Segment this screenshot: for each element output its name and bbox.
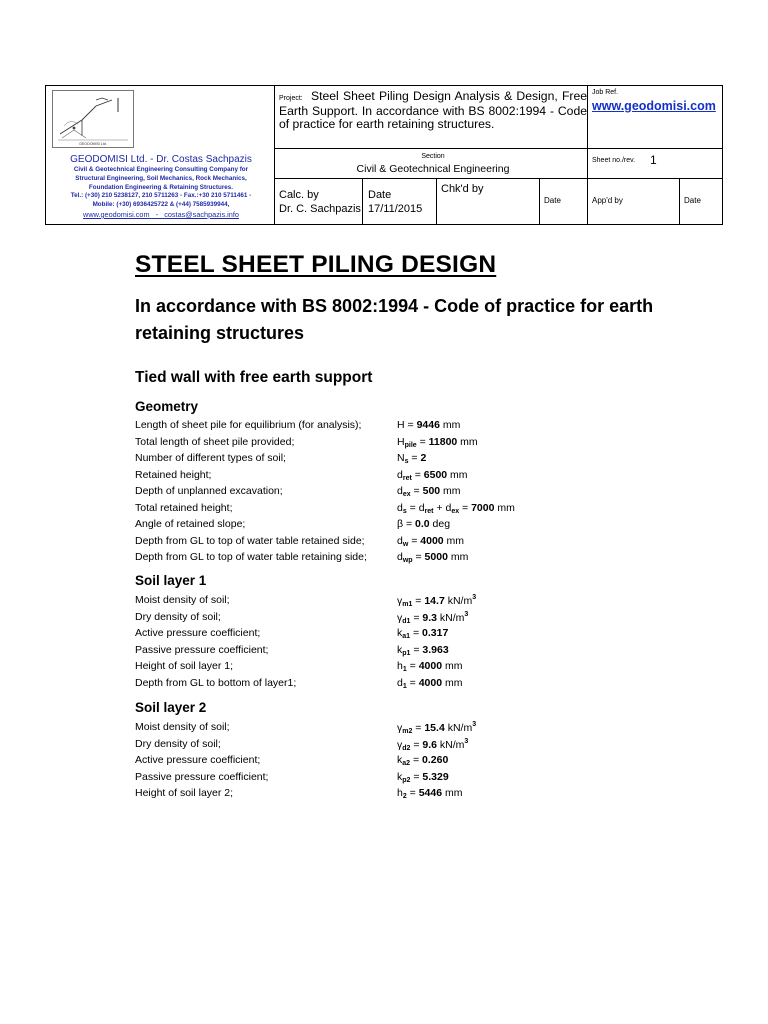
param-label: Depth of unplanned excavation; (135, 485, 283, 497)
param-symbol: k (397, 643, 403, 656)
param-label: Depth from GL to bottom of layer1; (135, 676, 297, 689)
soil-layer-1-heading: Soil layer 1 (135, 573, 207, 588)
param-value (397, 594, 476, 608)
param-number: 14.7 (424, 595, 445, 607)
param-value (397, 644, 449, 657)
job-ref-link[interactable]: www.geodomisi.com (592, 99, 716, 113)
param-number: 2 (420, 452, 427, 464)
param-number: 11800 (428, 435, 458, 448)
param-operator: = (410, 611, 423, 624)
param-row (135, 485, 655, 501)
company-line-5: Mobile: (+30) 6936425722 & (+44) 7585939944, (92, 201, 230, 209)
param-row (135, 436, 655, 452)
param-number: 0.260 (422, 754, 449, 766)
param-value (397, 721, 476, 735)
param-subscript: a2 (402, 760, 411, 767)
param-value (397, 551, 468, 564)
company-line-4: Tel.: (+30) 210 5238127, 210 5711263 - Fax.:+30 210 5711461 - (70, 192, 252, 200)
company-details (50, 153, 272, 220)
param-value (397, 452, 426, 465)
param-symbol: d (397, 501, 403, 514)
param-symbol: d (397, 485, 403, 497)
param-row (135, 518, 655, 534)
param-operator: = (406, 676, 419, 689)
param-value (397, 518, 450, 530)
param-number: 4000 (418, 660, 443, 672)
company-website-link[interactable]: www.geodomisi.com (83, 209, 150, 219)
param-symbol: H (397, 435, 405, 448)
param-symbol: d (397, 534, 403, 547)
section-label: Section (421, 153, 445, 160)
param-subscript: d2 (402, 744, 411, 752)
param-subscript: s (402, 507, 407, 515)
checked-date-label: Date (544, 196, 561, 205)
company-block (46, 86, 274, 224)
sheet-label: Sheet no./rev. (592, 157, 636, 164)
param-row (135, 677, 655, 693)
param-symbol: k (397, 754, 403, 766)
param-row (135, 535, 655, 551)
param-value (397, 485, 461, 498)
param-unit: kN/m (444, 595, 473, 607)
param-row (135, 721, 655, 737)
company-email-link[interactable]: costas@sachpazis.info (164, 209, 239, 219)
param-symbol: N (397, 452, 405, 464)
param-subscript: m2 (402, 728, 413, 735)
param-number: 5446 (418, 787, 443, 799)
param-number: 9.3 (422, 611, 437, 624)
param-number: 9446 (416, 419, 440, 431)
param-operator: = (412, 722, 425, 734)
param-subscript: pile (404, 441, 417, 449)
param-symbol: d (397, 676, 403, 689)
param-subscript: ex (451, 507, 460, 515)
param-label: Active pressure coefficient; (135, 754, 261, 766)
param-unit: mm (447, 468, 468, 481)
param-operator: = (406, 787, 419, 799)
case-heading: Tied wall with free earth support (135, 369, 373, 386)
calc-sheet-header (45, 85, 723, 225)
param-row (135, 551, 655, 567)
param-row (135, 611, 655, 627)
param-number: 4000 (420, 534, 444, 547)
param-row (135, 419, 655, 435)
param-symbol: d (397, 551, 403, 563)
param-number: 7000 (471, 501, 495, 514)
param-value (397, 436, 478, 449)
param-row (135, 469, 655, 485)
param-unit: mm (457, 435, 478, 448)
param-operator: = (410, 754, 423, 766)
param-label: Passive pressure coefficient; (135, 770, 269, 783)
param-symbol: H (397, 419, 405, 431)
param-number: 0.317 (422, 627, 449, 639)
param-unit: kN/m (437, 738, 465, 751)
param-operator: = (410, 627, 423, 639)
calc-by-value: Dr. C. Sachpazis (279, 203, 361, 215)
param-value (397, 502, 515, 515)
project-label: Project: (279, 95, 303, 102)
param-number: 500 (422, 485, 441, 497)
param-subscript: 1 (402, 682, 407, 690)
param-value (397, 660, 463, 673)
param-symbol: β (397, 518, 404, 530)
param-label: Height of soil layer 1; (135, 660, 234, 672)
calc-by-label: Calc. by (279, 189, 319, 201)
param-operator: = (406, 660, 419, 672)
param-symbol: k (397, 627, 403, 639)
param-label: Retained height; (135, 468, 212, 481)
param-unit: kN/m (437, 611, 465, 624)
param-operator: = (412, 595, 425, 607)
param-label: Dry density of soil; (135, 610, 221, 623)
param-operator: = (412, 551, 425, 563)
param-unit: mm (494, 501, 515, 514)
soil-layer-2-heading: Soil layer 2 (135, 700, 207, 715)
param-unit: mm (442, 676, 463, 689)
param-value (397, 787, 463, 800)
company-line-3: Foundation Engineering & Retaining Structures. (88, 183, 234, 191)
param-value (397, 419, 460, 431)
param-row (135, 452, 655, 468)
param-number: 5.329 (422, 770, 449, 783)
geometry-heading: Geometry (135, 399, 199, 414)
param-operator: = (411, 468, 424, 481)
param-label: Height of soil layer 2; (135, 787, 234, 799)
param-operator: = (410, 643, 423, 656)
company-links (50, 210, 272, 220)
param-subscript: d1 (402, 617, 411, 625)
param-subscript: ret (424, 507, 434, 515)
param-unit: mm (440, 485, 461, 497)
approved-by-label: App'd by (592, 196, 623, 205)
param-number: 5000 (424, 551, 448, 563)
company-line-1: Civil & Geotechnical Engineering Consulting Company for (73, 166, 249, 173)
param-row (135, 771, 655, 787)
param-label: Total retained height; (135, 501, 233, 514)
param-row (135, 738, 655, 754)
job-ref-label: Job Ref. (592, 89, 619, 96)
param-label: Angle of retained slope; (135, 518, 246, 530)
param-unit: mm (442, 660, 463, 672)
param-value (397, 469, 468, 482)
param-unit: mm (439, 419, 461, 431)
param-value (397, 771, 449, 784)
separator: - (155, 209, 159, 219)
param-number: 0.0 (415, 518, 430, 530)
param-number: 15.4 (424, 722, 445, 734)
param-subscript: 2 (402, 793, 407, 800)
param-row (135, 754, 655, 770)
checked-by-label: Chk'd by (441, 183, 484, 195)
param-unit: mm (443, 534, 465, 547)
param-number: 6500 (423, 468, 448, 481)
param-operator: = (410, 738, 423, 751)
param-label: Moist density of soil; (135, 594, 230, 606)
param-row (135, 502, 655, 518)
param-label: Passive pressure coefficient; (135, 643, 269, 656)
company-line-2: Structural Engineering, Soil Mechanics, Rock Mechanics, (75, 174, 247, 182)
param-symbol: h (397, 787, 403, 799)
svg-text:GEODOMISI Ltd.: GEODOMISI Ltd. (79, 142, 107, 146)
param-row (135, 594, 655, 610)
param-operator: = (408, 534, 421, 547)
project-cell (279, 90, 587, 131)
param-value (397, 738, 468, 752)
param-symbol: γ (397, 595, 403, 607)
param-subscript: m1 (402, 601, 413, 608)
param-symbol: γ (397, 611, 403, 624)
company-logo (52, 90, 134, 148)
param-label: Dry density of soil; (135, 737, 221, 750)
param-operator: + d (433, 501, 452, 514)
param-number: 9.6 (422, 738, 437, 751)
param-superscript: 3 (472, 721, 477, 728)
param-operator: = d (406, 501, 425, 514)
param-unit: deg (429, 518, 451, 530)
param-row (135, 660, 655, 676)
param-symbol: k (397, 770, 403, 783)
param-value (397, 677, 463, 690)
param-subscript: 1 (402, 666, 407, 673)
param-label: Depth from GL to top of water table retained side; (135, 534, 365, 547)
param-subscript: p1 (402, 649, 411, 657)
param-operator: = (408, 452, 421, 464)
param-label: Total length of sheet pile provided; (135, 435, 295, 448)
param-label: Number of different types of soil; (135, 452, 286, 464)
param-value (397, 627, 448, 640)
param-number: 3.963 (422, 643, 449, 656)
param-subscript: p2 (402, 776, 411, 784)
param-superscript: 3 (464, 737, 469, 745)
param-row (135, 787, 655, 803)
param-label: Depth from GL to top of water table retaining side; (135, 551, 367, 563)
document-subtitle: In accordance with BS 8002:1994 - Code of practice for earth retaining structures (135, 296, 654, 343)
param-operator: = (410, 770, 423, 783)
param-subscript: a1 (402, 633, 411, 640)
sheet-value: 1 (650, 153, 657, 167)
param-label: Moist density of soil; (135, 721, 230, 733)
param-operator: = (459, 501, 472, 514)
project-description: Steel Sheet Piling Design Analysis & Design, Free Earth Support. In accordance with BS 8002:1994 - Code of practice for earth retaining structures. (279, 89, 588, 131)
param-value (397, 535, 464, 548)
section-value: Civil & Geotechnical Engineering (356, 163, 510, 175)
param-subscript: s (404, 458, 409, 465)
approved-date-label: Date (684, 196, 701, 205)
date-value: 17/11/2015 (368, 203, 423, 215)
param-superscript: 3 (464, 610, 469, 618)
param-number: 4000 (418, 676, 443, 689)
param-subscript: w (402, 540, 409, 548)
param-operator: = (403, 518, 416, 530)
company-name: GEODOMISI Ltd. - Dr. Costas Sachpazis (70, 154, 252, 165)
param-operator: = (410, 485, 423, 497)
param-label: Active pressure coefficient; (135, 627, 261, 639)
param-symbol: h (397, 660, 403, 672)
document-title: STEEL SHEET PILING DESIGN (135, 251, 497, 278)
param-superscript: 3 (472, 594, 477, 601)
param-row (135, 627, 655, 643)
param-subscript: wp (402, 557, 413, 564)
param-symbol: γ (397, 738, 403, 751)
param-value (397, 611, 468, 625)
param-value (397, 754, 448, 767)
param-unit: mm (442, 787, 463, 799)
param-operator: = (404, 419, 417, 431)
param-symbol: γ (397, 722, 403, 734)
param-subscript: ret (402, 474, 412, 482)
param-symbol: d (397, 468, 403, 481)
param-unit: mm (447, 551, 469, 563)
param-row (135, 644, 655, 660)
param-unit: kN/m (444, 722, 473, 734)
param-subscript: ex (402, 491, 411, 498)
date-label: Date (368, 189, 392, 201)
param-label: Length of sheet pile for equilibrium (for analysis); (135, 419, 362, 431)
param-operator: = (416, 435, 429, 448)
